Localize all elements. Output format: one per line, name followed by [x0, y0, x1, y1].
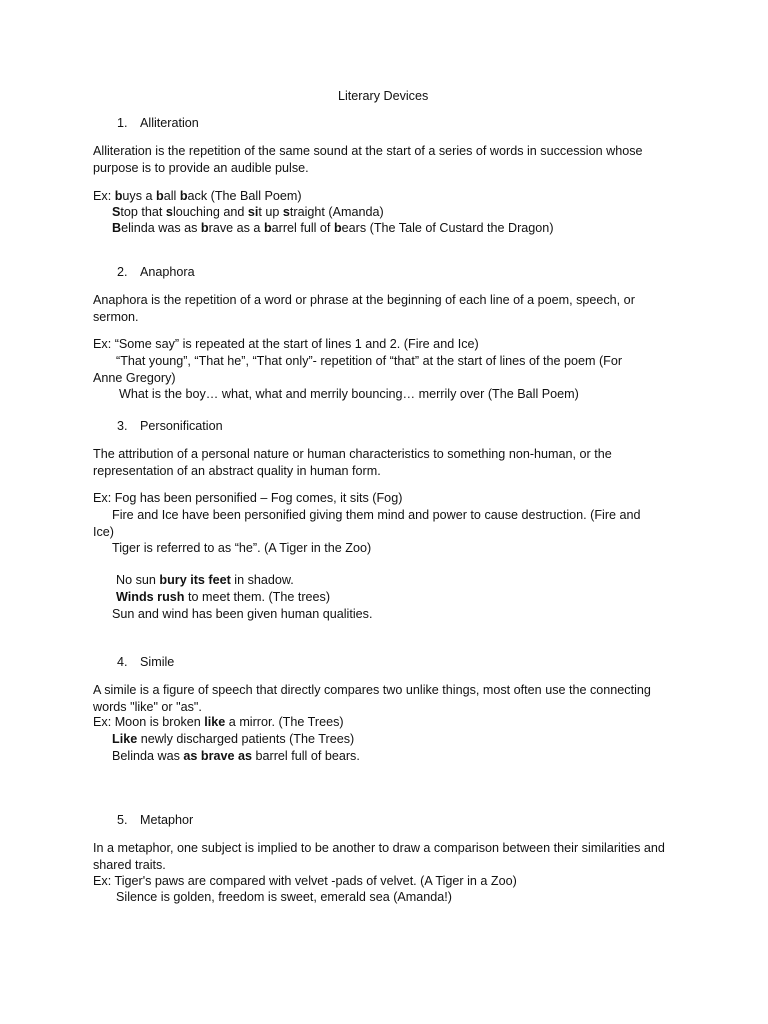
example-text: all	[163, 189, 180, 203]
section-heading-simile	[117, 654, 174, 671]
emphasis-text: s	[282, 205, 290, 219]
section-title: Simile	[140, 655, 175, 669]
section-title: Alliteration	[140, 116, 199, 130]
emphasis-text: b	[200, 221, 209, 235]
example-text: Ex: “Some say” is repeated at the start of lines 1 and 2. (Fire and Ice)	[93, 337, 479, 351]
section-heading-anaphora	[117, 264, 195, 281]
page-title: Literary Devices	[338, 89, 429, 103]
section-definition: A simile is a figure of speech that directly compares two unlike things, most often use the connecting words "like" or "as".	[93, 683, 651, 714]
example-text: Tiger is referred to as “he”. (A Tiger in the Zoo)	[112, 541, 372, 555]
example-text: Ex: Tiger's paws are compared with velvet -pads of velvet. (A Tiger in a Zoo)	[93, 874, 517, 888]
section-heading-personification	[117, 418, 223, 435]
example-line	[93, 336, 479, 353]
example-text: Ex: Fog has been personified – Fog comes, it sits (Fog)	[93, 491, 403, 505]
example-line	[112, 220, 554, 237]
example-text: Fire and Ice have been personified giving them mind and power to cause destruction. (Fire and	[112, 508, 641, 522]
emphasis-text: like	[204, 715, 226, 729]
example-text: No sun	[116, 573, 160, 587]
example-line	[116, 589, 330, 606]
example-text: Anne Gregory)	[93, 371, 176, 385]
section-definition: Anaphora is the repetition of a word or phrase at the beginning of each line of a poem, speech, or sermon.	[93, 293, 635, 324]
example-line	[112, 731, 354, 748]
section-number: 1.	[117, 116, 128, 130]
section-definition: In a metaphor, one subject is implied to be another to draw a comparison between their similarities and shared traits.	[93, 841, 665, 872]
example-text: ack (The Ball Poem)	[187, 189, 302, 203]
example-line	[116, 889, 452, 906]
emphasis-text: as brave as	[183, 749, 253, 763]
section-definition: Alliteration is the repetition of the same sound at the start of a series of words in succession whose purpose is to provide an audible pulse.	[93, 144, 643, 175]
emphasis-text: s	[165, 205, 173, 219]
section-definition: The attribution of a personal nature or human characteristics to something non-human, or the representation of an abstract quality in human form.	[93, 447, 612, 478]
example-text: a mirror. (The Trees)	[225, 715, 344, 729]
example-text: Ex: Moon is broken	[93, 715, 205, 729]
example-text: arrel full of	[271, 221, 334, 235]
emphasis-text: Winds rush	[116, 590, 185, 604]
example-line	[119, 386, 579, 403]
example-text: Ex:	[93, 189, 115, 203]
emphasis-text: Like	[112, 732, 138, 746]
emphasis-text: b	[179, 189, 188, 203]
emphasis-text: b	[263, 221, 272, 235]
example-text: in shadow.	[230, 573, 294, 587]
example-text: top that	[120, 205, 166, 219]
example-text: Silence is golden, freedom is sweet, emerald sea (Amanda!)	[116, 890, 452, 904]
example-line	[93, 490, 402, 507]
example-line	[112, 204, 384, 221]
example-line	[93, 524, 114, 541]
example-line	[112, 606, 372, 623]
example-line	[112, 507, 641, 524]
emphasis-text: si	[247, 205, 259, 219]
example-text: barrel full of bears.	[252, 749, 360, 763]
example-line	[93, 873, 517, 890]
emphasis-text: b	[333, 221, 342, 235]
example-line	[116, 572, 294, 589]
example-text: ears (The Tale of Custard the Dragon)	[341, 221, 554, 235]
example-line	[112, 748, 360, 765]
section-number: 4.	[117, 655, 128, 669]
emphasis-text: b	[156, 189, 164, 203]
section-number: 5.	[117, 813, 128, 827]
section-number: 2.	[117, 265, 128, 279]
example-text: uys a	[122, 189, 157, 203]
example-line	[112, 540, 371, 557]
section-number: 3.	[117, 419, 128, 433]
example-text: elinda was as	[121, 221, 201, 235]
example-text: Belinda was	[112, 749, 184, 763]
section-heading-alliteration	[117, 115, 199, 132]
example-line	[93, 188, 302, 205]
example-text: t up	[258, 205, 283, 219]
emphasis-text: bury its feet	[159, 573, 231, 587]
example-text: What is the boy… what, what and merrily bouncing… merrily over (The Ball Poem)	[119, 387, 579, 401]
emphasis-text: B	[112, 221, 122, 235]
example-text: to meet them. (The trees)	[184, 590, 331, 604]
section-title: Metaphor	[140, 813, 194, 827]
example-text: “That young”, “That he”, “That only”- repetition of “that” at the start of lines of the poem (For	[116, 354, 623, 368]
emphasis-text: S	[112, 205, 121, 219]
example-text: Ice)	[93, 525, 114, 539]
example-text: rave as a	[208, 221, 264, 235]
example-text: louching and	[172, 205, 248, 219]
emphasis-text: b	[114, 189, 123, 203]
example-text: traight (Amanda)	[289, 205, 384, 219]
example-line	[116, 353, 622, 370]
example-text: newly discharged patients (The Trees)	[137, 732, 355, 746]
section-title: Personification	[140, 419, 223, 433]
section-heading-metaphor	[117, 812, 193, 829]
example-line	[93, 370, 176, 387]
example-text: Sun and wind has been given human qualities.	[112, 607, 373, 621]
example-line	[93, 714, 344, 731]
section-title: Anaphora	[140, 265, 195, 279]
